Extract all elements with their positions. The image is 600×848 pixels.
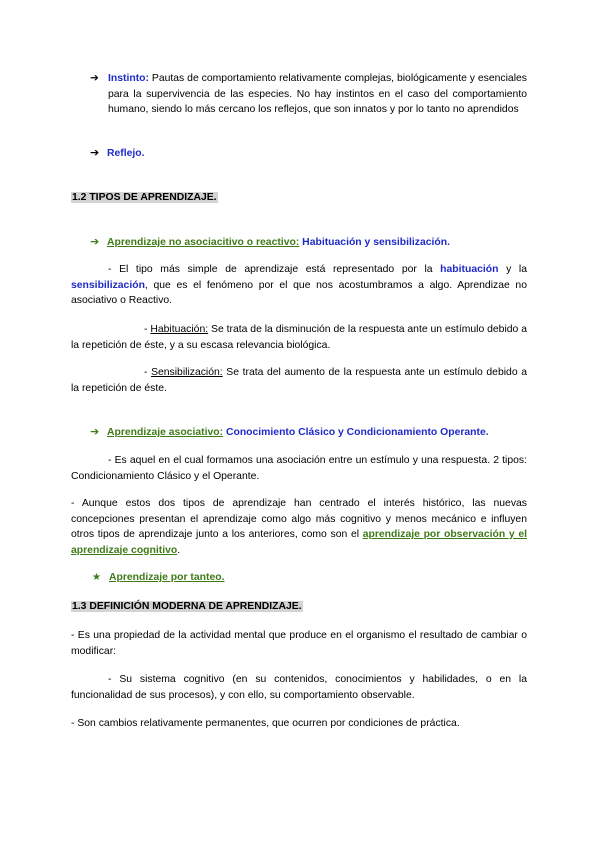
tanteo-item — [92, 570, 224, 586]
reflejo-item — [90, 145, 145, 162]
text-fragment: - Es una propiedad de la actividad mental que produce en el organismo el resultado de cambiar o modificar: — [71, 630, 527, 657]
arrow-right-icon: ➔ — [90, 146, 100, 159]
instinto-item — [90, 71, 527, 118]
habituacion-paragraph — [71, 322, 527, 353]
text-fragment: , que es el fenómeno por el que nos acostumbramos a algo. Aprendizae no asociativo o Reactivo. — [71, 279, 527, 306]
asociativo-item — [90, 424, 489, 441]
habituacion-term: habituación — [440, 264, 499, 275]
section-heading-1-3 — [71, 599, 303, 615]
instinto-text: Pautas de comportamiento relativamente complejas, biológicamente y esenciales para la supervivencia de las especies. No hay instintos en el caso del comportamiento humano, siendo lo más cercano los reflejos, que son innatos y por lo tanto no aprendidos — [108, 73, 527, 115]
section-title: 1.3 DEFINICIÓN MODERNA DE APRENDIZAJE. — [72, 601, 302, 612]
arrow-right-icon: ➔ — [90, 235, 100, 248]
no-asociativo-paragraph — [71, 262, 527, 309]
sensibilizacion-text: Se trata del aumento de la respuesta ante un estímulo debido a la repetición de éste. — [71, 367, 527, 394]
text-fragment: - Aunque estos dos tipos de aprendizaje han centrado el interés histórico, las nuevas concepciones presentan el aprendizaje como algo más cognitivo y menos mecánico e influyen otros tipos de aprendizaje junto a los anteriores, como son el — [71, 498, 527, 540]
asociativo-title: Conocimiento Clásico y Condicionamiento Operante. — [223, 427, 489, 438]
text-fragment: y la — [498, 264, 528, 275]
text-fragment: . — [177, 544, 181, 556]
definicion-paragraph-1 — [71, 628, 527, 659]
sensibilizacion-term: sensibilización — [71, 279, 145, 291]
no-asociativo-title: Habituación y sensibilización. — [299, 237, 450, 248]
sensibilizacion-label: Sensibilización: — [151, 367, 223, 378]
habituacion-text: Se trata de la disminución de la respuesta ante un estímulo debido a la repetición de éste, y a su escasa relevancia biológica. — [71, 324, 527, 351]
asociativo-label: Aprendizaje asociativo: — [107, 427, 224, 438]
dash: - — [144, 324, 151, 335]
no-asociativo-label: Aprendizaje no asociacitivo o reactivo: — [107, 237, 300, 248]
arrow-right-icon: ➔ — [90, 73, 99, 84]
observacion-link: aprendizaje por observación y el aprendizaje cognitivo — [71, 529, 527, 556]
text-fragment: - Son cambios relativamente permanentes, que ocurren por condiciones de práctica. — [71, 718, 460, 729]
tanteo-label: Aprendizaje por tanteo. — [109, 572, 225, 583]
section-title: 1.2 TIPOS DE APRENDIZAJE. — [72, 192, 217, 203]
definicion-paragraph-3 — [71, 716, 527, 732]
instinto-paragraph — [108, 71, 527, 118]
asociativo-paragraph-2 — [71, 496, 527, 558]
instinto-term: Instinto: — [108, 73, 149, 84]
reflejo-term: Reflejo. — [107, 148, 145, 159]
sensibilizacion-paragraph — [71, 365, 527, 396]
section-heading-1-2 — [71, 190, 218, 206]
text-fragment: - Su sistema cognitivo (en su contenidos, conocimientos y habilidades, o en la funcionalidad de sus procesos), y con ello, su comportamiento observable. — [71, 674, 527, 701]
habituacion-label: Habituación: — [150, 324, 209, 335]
definicion-paragraph-2 — [71, 672, 527, 703]
text-fragment: - El tipo más simple de aprendizaje está representado por la — [108, 264, 441, 275]
asociativo-paragraph-1 — [71, 453, 527, 484]
dash: - — [144, 367, 152, 378]
text-fragment: - Es aquel en el cual formamos una asociación entre un estímulo y una respuesta. 2 tipos: Condicionamiento Clásico y el Operante. — [71, 455, 527, 482]
arrow-right-icon: ➔ — [90, 425, 100, 438]
no-asociativo-item — [90, 234, 450, 251]
star-icon: ★ — [92, 572, 101, 583]
